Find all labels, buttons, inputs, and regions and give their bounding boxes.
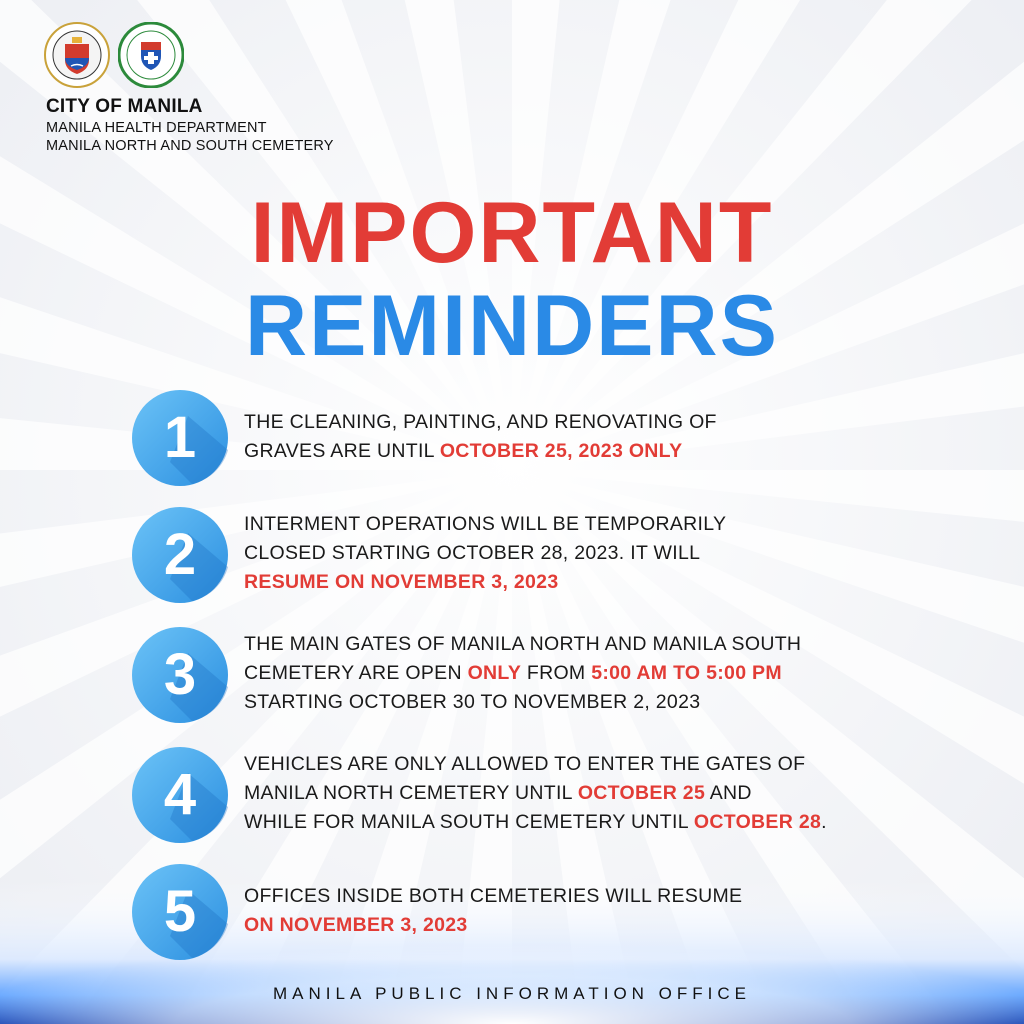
reminder-line bbox=[244, 779, 827, 808]
reminder-item bbox=[130, 505, 990, 605]
reminder-item bbox=[130, 388, 990, 488]
number-badge bbox=[130, 505, 230, 605]
city-of-manila-seal bbox=[44, 22, 110, 88]
reminder-text bbox=[244, 882, 742, 940]
title-reminders: REMINDERS bbox=[244, 278, 780, 374]
cemetery-name: MANILA NORTH AND SOUTH CEMETERY bbox=[46, 138, 334, 154]
highlighted-text: OCTOBER 28 bbox=[693, 811, 822, 833]
footer-office: MANILA PUBLIC INFORMATION OFFICE bbox=[273, 984, 751, 1003]
body-text: THE CLEANING, PAINTING, AND RENOVATING OF bbox=[244, 411, 717, 433]
number-badge bbox=[130, 862, 230, 962]
number-badge bbox=[130, 745, 230, 845]
reminder-text bbox=[244, 408, 717, 466]
body-text: CLOSED STARTING OCTOBER 28, 2023. IT WILL bbox=[244, 542, 701, 564]
reminder-line bbox=[244, 750, 827, 779]
reminder-line bbox=[244, 808, 827, 837]
reminder-line bbox=[244, 408, 717, 437]
reminder-item bbox=[130, 862, 990, 962]
number-badge bbox=[130, 625, 230, 725]
body-text: AND bbox=[705, 782, 752, 804]
highlighted-text: ON NOVEMBER 3, 2023 bbox=[244, 914, 468, 936]
reminder-text bbox=[244, 630, 801, 717]
body-text: VEHICLES ARE ONLY ALLOWED TO ENTER THE GATES OF bbox=[244, 753, 806, 775]
highlighted-text: ONLY bbox=[467, 662, 522, 684]
highlighted-text: RESUME ON NOVEMBER 3, 2023 bbox=[244, 571, 559, 593]
reminder-line bbox=[244, 882, 742, 911]
reminder-line bbox=[244, 568, 726, 597]
department-name: MANILA HEALTH DEPARTMENT bbox=[46, 120, 267, 136]
highlighted-text: OCTOBER 25, 2023 ONLY bbox=[439, 440, 683, 462]
reminder-line bbox=[244, 510, 726, 539]
reminder-number: 5 bbox=[163, 879, 197, 944]
body-text: MANILA NORTH CEMETERY UNTIL bbox=[244, 782, 578, 804]
highlighted-text: 5:00 AM TO 5:00 PM bbox=[591, 662, 782, 684]
reminder-number: 1 bbox=[163, 405, 197, 470]
body-text: INTERMENT OPERATIONS WILL BE TEMPORARILY bbox=[244, 513, 727, 535]
body-text: THE MAIN GATES OF MANILA NORTH AND MANILA SOUTH bbox=[244, 633, 802, 655]
body-text: WHILE FOR MANILA SOUTH CEMETERY UNTIL bbox=[244, 811, 694, 833]
logos bbox=[44, 22, 184, 88]
reminder-line bbox=[244, 539, 726, 568]
reminder-line bbox=[244, 659, 801, 688]
body-text: . bbox=[821, 811, 827, 833]
reminder-number: 4 bbox=[163, 762, 197, 827]
reminder-item bbox=[130, 745, 990, 845]
reminder-number: 3 bbox=[163, 642, 197, 707]
title-important: IMPORTANT bbox=[250, 185, 774, 281]
city-name: CITY OF MANILA bbox=[46, 96, 203, 117]
reminder-line bbox=[244, 911, 742, 940]
number-badge bbox=[130, 388, 230, 488]
reminder-line bbox=[244, 688, 801, 717]
reminder-text bbox=[244, 750, 827, 837]
reminder-text bbox=[244, 510, 726, 597]
organization-header bbox=[46, 96, 334, 154]
body-text: FROM bbox=[521, 662, 592, 684]
reminder-item bbox=[130, 625, 990, 725]
reminder-line bbox=[244, 630, 801, 659]
reminder-number: 2 bbox=[163, 522, 197, 587]
reminder-line bbox=[244, 437, 717, 466]
manila-health-department-seal bbox=[118, 22, 184, 88]
body-text: STARTING OCTOBER 30 TO NOVEMBER 2, 2023 bbox=[244, 691, 701, 713]
body-text: CEMETERY ARE OPEN bbox=[244, 662, 468, 684]
body-text: OFFICES INSIDE BOTH CEMETERIES WILL RESUME bbox=[244, 885, 743, 907]
highlighted-text: OCTOBER 25 bbox=[577, 782, 706, 804]
body-text: GRAVES ARE UNTIL bbox=[244, 440, 440, 462]
